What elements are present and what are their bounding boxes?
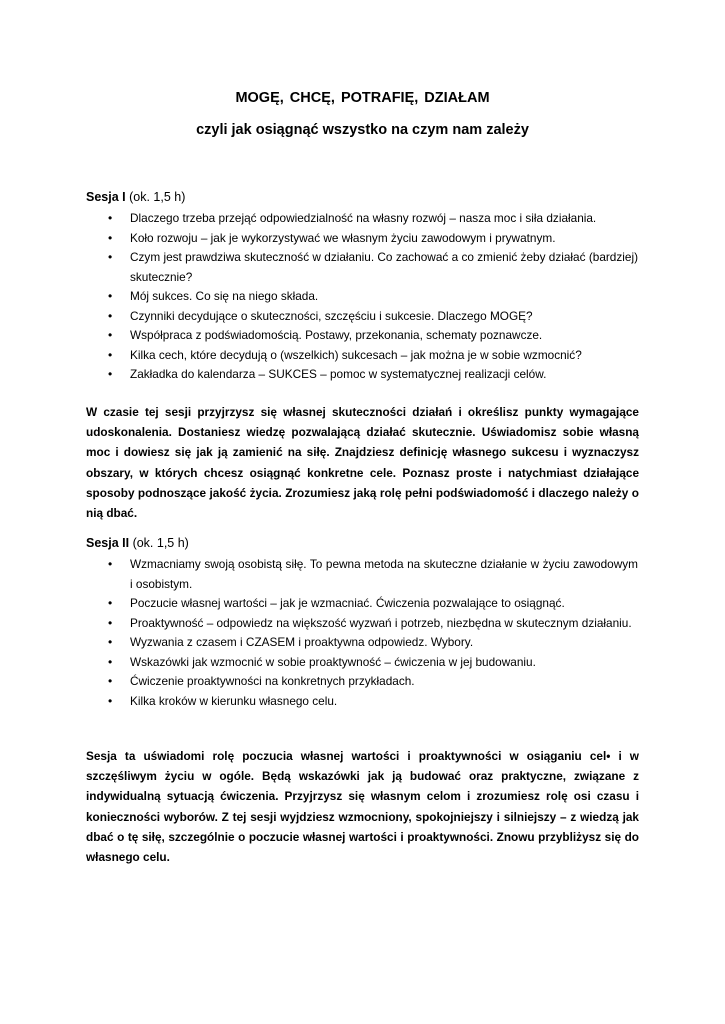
list-item-text: Wyzwania z czasem i CZASEM i proaktywna odpowiedz. Wybory. bbox=[130, 635, 474, 649]
bullet-icon: • bbox=[108, 654, 113, 669]
list-item-text: Wskazówki jak wzmocnić w sobie proaktywność – ćwiczenia w jej budowaniu. bbox=[130, 654, 536, 669]
list-item bbox=[108, 594, 638, 614]
list-item-text: Zakładka do kalendarza – SUKCES – pomoc w systematycznej realizacji celów. bbox=[130, 367, 547, 381]
list-item bbox=[108, 672, 638, 692]
session2-summary: Sesja ta uświadomi rolę poczucia własnej wartości i proaktywności w osiąganiu cel• i w szczęśliwym życiu w ogóle. Będą wskazówki jak ją budować oraz praktyczne, związane z indywidualną sytuacją ćwiczenia. Przyjrzysz się własnym celom i zrozumiesz rolę osi czasu i konieczności wyborów. Z tej sesji wyjdziesz wzmocniony, spokojniejszy i silniejszy – z wiedzą jak dbać o tę siłę, szczególnie o poczucie własnej wartości i proaktywności. Znowu przybliżysz się do własnego celu. bbox=[86, 749, 639, 865]
list-item-text: Czym jest prawdziwa skuteczność w działaniu. Co zachować a co zmienić żeby działać (bardziej) skutecznie? bbox=[130, 250, 638, 284]
list-item bbox=[108, 248, 638, 287]
bullet-icon: • bbox=[108, 615, 113, 630]
bullet-icon: • bbox=[108, 230, 113, 245]
list-item bbox=[108, 209, 638, 229]
session1-topic-list bbox=[108, 209, 638, 385]
session2-topic-list bbox=[108, 555, 638, 711]
list-item bbox=[108, 287, 638, 307]
list-item-text: Wzmacniamy swoją osobistą siłę. To pewna metoda na skuteczne działanie w życiu zawodowym i osobistym. bbox=[130, 557, 638, 591]
list-item-text: Dlaczego trzeba przejąć odpowiedzialność na własny rozwój – nasza moc i siła działania. bbox=[130, 211, 597, 225]
session1-heading-time: (ok. 1,5 h) bbox=[125, 190, 186, 204]
list-item-text: Współpraca z podświadomością. Postawy, przekonania, schematy poznawcze. bbox=[130, 328, 543, 342]
bullet-icon: • bbox=[108, 211, 113, 225]
bullet-icon: • bbox=[108, 328, 113, 342]
list-item bbox=[108, 326, 638, 346]
document-title: MOGĘ, CHCĘ, POTRAFIĘ, DZIAŁAM bbox=[235, 90, 490, 106]
document-subtitle: czyli jak osiągnąć wszystko na czym nam zależy bbox=[196, 122, 529, 138]
list-item bbox=[108, 692, 638, 712]
bullet-icon: • bbox=[108, 347, 113, 362]
list-item bbox=[108, 614, 638, 634]
list-item-text: Kilka kroków w kierunku własnego celu. bbox=[130, 693, 338, 708]
list-item-text: Czynniki decydujące o skuteczności, szczęściu i sukcesie. Dlaczego MOGĘ? bbox=[130, 308, 533, 323]
list-item-text: Proaktywność – odpowiedz na większość wyzwań i potrzeb, niezbędna w skutecznym działaniu. bbox=[130, 615, 632, 630]
list-item-text: Mój sukces. Co się na niego składa. bbox=[130, 289, 319, 303]
list-item-text: Ćwiczenie proaktywności na konkretnych przykładach. bbox=[130, 674, 415, 688]
list-item-text: Kilka cech, które decydują o (wszelkich) sukcesach – jak można je w sobie wzmocnić? bbox=[130, 347, 582, 362]
list-item bbox=[108, 307, 638, 327]
bullet-icon: • bbox=[108, 635, 113, 649]
list-item bbox=[108, 229, 638, 249]
session2-heading-name: Sesja II bbox=[86, 536, 130, 550]
list-item bbox=[108, 633, 638, 653]
session1-summary: W czasie tej sesji przyjrzysz się własnej skuteczności działań i określisz punkty wymagające udoskonalenia. Dostaniesz wiedzę pozwalającą działać skutecznie. Uświadomisz sobie własną moc i dowiesz się jak ją zamienić na siłę. Znajdziesz definicję własnego sukcesu i wyznaczysz obszary, w których chcesz osiągnąć konkretne cele. Poznasz proste i natychmiast działające sposoby podnoszące jakość życia. Zrozumiesz jaką rolę pełni podświadomość i dlaczego należy o nią dbać. bbox=[86, 405, 639, 521]
bullet-icon: • bbox=[108, 289, 113, 303]
session2-heading-time: (ok. 1,5 h) bbox=[129, 536, 189, 550]
bullet-icon: • bbox=[108, 250, 113, 264]
list-item bbox=[108, 653, 638, 673]
bullet-icon: • bbox=[108, 693, 113, 708]
list-item-text: Poczucie własnej wartości – jak je wzmacniać. Ćwiczenia pozwalające to osiągnąć. bbox=[130, 596, 565, 610]
bullet-icon: • bbox=[108, 367, 113, 381]
session2-heading bbox=[86, 536, 189, 550]
session1-heading-name: Sesja I bbox=[86, 190, 126, 204]
list-item-text: Koło rozwoju – jak je wykorzystywać we własnym życiu zawodowym i prywatnym. bbox=[130, 230, 556, 245]
bullet-icon: • bbox=[108, 557, 113, 571]
bullet-icon: • bbox=[108, 674, 113, 688]
bullet-icon: • bbox=[108, 596, 113, 610]
list-item bbox=[108, 346, 638, 366]
session1-heading bbox=[86, 190, 185, 204]
list-item bbox=[108, 365, 638, 385]
bullet-icon: • bbox=[108, 308, 113, 323]
list-item bbox=[108, 555, 638, 594]
